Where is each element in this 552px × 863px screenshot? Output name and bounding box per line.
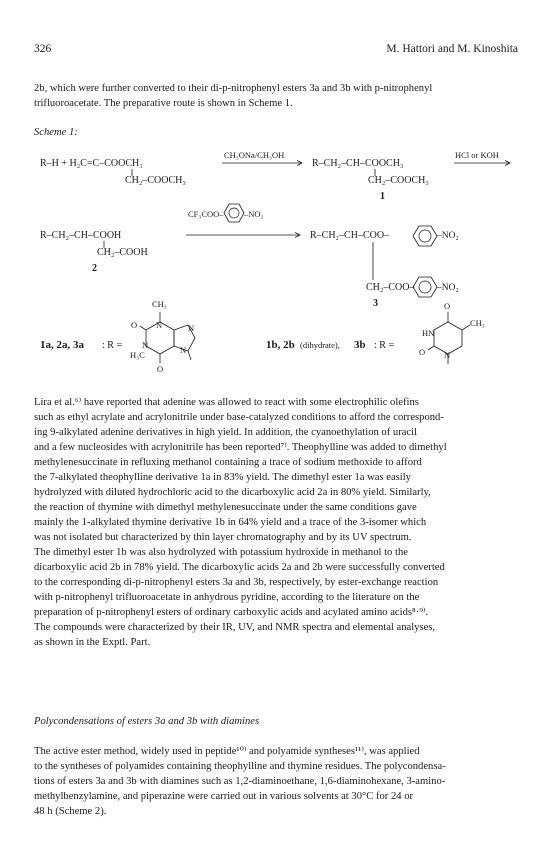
theophylline-r-eq: : R = [102,340,123,351]
benzene-ring-icon [413,226,437,246]
text-line: methylbenzylamine, and piperazine were carried out in various solvents at 30°C for 24 or [34,791,414,802]
text-line: with p-nitrophenyl trifluoroacetate in anhydrous pyridine, according to the literature on the [34,592,420,603]
product-1-sub-text: CH₂–COOCH₃ [368,175,429,186]
diester-sub-text: CH₂–COO– [366,282,415,293]
page-number: 326 [34,43,52,55]
scheme-1-diagram [0,0,552,420]
body-paragraph-2 [34,744,518,819]
compound-number-3: 3 [373,298,378,309]
theophylline-structure [140,312,195,363]
text-line: trifluoroacetate. The preparative route is shown in Scheme 1. [34,98,293,109]
compound-number-1: 1 [380,191,385,202]
oxygen-label: O [131,320,138,330]
reagent-prefix: CF₃COO– [188,209,224,219]
text-line: dicarboxylic acid 2b in 78% yield. The dicarboxylic acids 2a and 2b were successfully converted [34,562,445,573]
nitrogen-label: N [188,323,195,333]
text-line: ing 9-alkylated adenine derivatives in high yield. In addition, the cyanoethylation of uracil [34,427,418,438]
methyl-label: H₃C [130,350,145,360]
text-line: as shown in the Exptl. Part. [34,637,151,648]
product-1-text: R–CH₂–CH–COOCH₃ [312,158,404,169]
nh-label: HN [422,328,435,338]
text-line: was not isolated but characterized by thin layer chromatography and by its UV spectrum. [34,532,412,543]
text-line: such as ethyl acrylate and acrylonitrile under base-catalyzed conditions to afford the correspond- [34,412,444,423]
arrow2-reagent: HCl or KOH [455,150,499,160]
oxygen-label: O [157,364,164,374]
text-line: hydrolyzed with diluted hydrochloric acid to the dicarboxylic acid 2a in 80% yield. Similarly, [34,487,431,498]
text-line: methylenesuccinate in refluxing methanol containing a trace of sodium methoxide to afford [34,457,422,468]
reagent-suffix: –NO₂ [244,209,264,219]
text-line: the 7-alkylated theophylline derivative 1a in 83% yield. The dimethyl ester 1a was easily [34,472,411,483]
diester-text: R–CH₂–CH–COO– [310,230,390,241]
nitrogen-label: N [142,340,149,350]
oxygen-label: O [419,347,426,357]
text-line: The compounds were characterized by their IR, UV, and NMR spectra and elemental analyses, [34,622,436,633]
thymine-r-eq: : R = [374,340,395,351]
section-title: Polycondensations of esters 3a and 3b with diamines [34,716,260,727]
text-line: The active ester method, widely used in peptide¹⁰⁾ and polyamide syntheses¹¹⁾, was applied [34,746,420,757]
nitrogen-label: N [444,350,451,360]
running-head-authors: M. Hattori and M. Kinoshita [386,43,518,55]
text-line: to the corresponding di-p-nitrophenyl esters 3a and 3b, respectively, by ester-exchange reaction [34,577,439,588]
diacid-sub-text: CH₂–COOH [97,247,148,258]
text-line: mainly the 1-alkylated thymine derivative 1b in 64% yield and a trace of the 3-isomer which [34,517,427,528]
text-line: to the syntheses of polyamides containing theophylline and thymine residues. The polycondensa- [34,761,446,772]
thymine-compound-labels: 1b, 2b [266,339,295,351]
body-paragraph-1 [34,395,518,650]
text-line: and a few nucleosides with acrylonitrile has been reported⁷⁾. Theophylline was added to dimethyl [34,442,447,453]
scheme-label: Scheme 1: [34,127,78,138]
dihydrate-note: (dihydrate), [300,340,340,350]
benzene-ring-icon [224,204,244,222]
nitro-text: –NO₂ [437,231,459,241]
diacid-text: R–CH₂–CH–COOH [40,230,122,241]
text-line: The dimethyl ester 1b was also hydrolyzed with potassium hydroxide in methanol to the [34,547,408,558]
oxygen-label: O [444,301,451,311]
thymine-compound-label-3b: 3b [354,339,366,351]
compound-number-2: 2 [92,263,97,274]
benzene-ring-icon [413,277,437,297]
theophylline-compound-labels: 1a, 2a, 3a [40,339,84,351]
reactant-sub-text: CH₂–COOCH₃ [125,175,186,186]
nitro-text: –NO₂ [437,283,459,293]
text-line: 48 h (Scheme 2). [34,806,107,817]
methyl-label: CH₃ [470,318,485,328]
text-line: 2b, which were further converted to their di-p-nitrophenyl esters 3a and 3b with p-nitrophenyl [34,83,433,94]
nitrogen-label: N [156,320,163,330]
methyl-label: CH₃ [152,299,167,309]
arrow1-reagent: CH₃ONa/CH₃OH [224,150,285,160]
text-line: tions of esters 3a and 3b with diamines such as 1,2-diaminoethane, 1,6-diaminohexane, 3-amino- [34,776,446,787]
text-line: Lira et al.⁶⁾ have reported that adenine was allowed to react with some electrophilic olefins [34,397,419,408]
reactant-text: R–H + H₂C=C–COOCH₃ [40,158,143,169]
text-line: the reaction of thymine with dimethyl methylenesuccinate under the same conditions gave [34,502,417,513]
nitrogen-label: N [180,345,187,355]
text-line: preparation of p-nitrophenyl esters of ordinary carboxylic acids and acylated amino acids⁸·⁹⁾. [34,607,429,618]
